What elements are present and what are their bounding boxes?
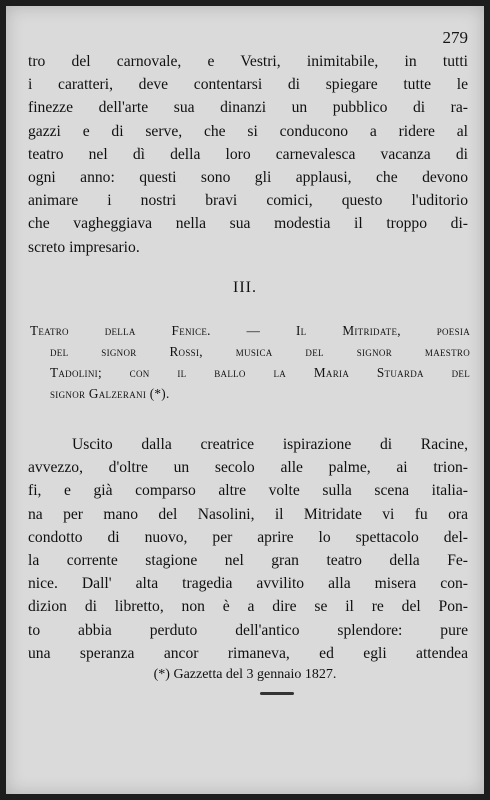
text-line: nice. Dall' alta tragedia avvilito alla misera con-: [28, 575, 468, 593]
text-line: dizion di libretto, non è a dire se il re del Pon-: [28, 598, 468, 616]
article-heading: [30, 320, 470, 404]
paragraph-1: [28, 50, 468, 259]
text-line: una speranza ancor rimaneva, ed egli attendea: [28, 644, 468, 662]
text-line: Uscito dalla creatrice ispirazione di Racine,: [72, 436, 468, 453]
text-line: condotto di nuovo, per aprire lo spettacolo del-: [28, 528, 468, 546]
heading-line: Tadolini; con il ballo la Maria Stuarda del: [50, 365, 470, 380]
text-line: na per mano del Nasolini, il Mitridate vi fu ora: [28, 505, 468, 523]
text-line: gazzi e di serve, che si conducono a ridere al: [28, 122, 468, 140]
text-line: fi, e già comparso altre volte sulla scena italia-: [28, 482, 468, 500]
paragraph-2: [28, 433, 468, 665]
text-line: che vagheggiava nella sua modestia il troppo di-: [28, 215, 468, 233]
ink-underline-mark: [260, 692, 294, 695]
book-page: [6, 6, 484, 794]
text-line: la corrente stagione nel gran teatro della Fe-: [28, 551, 468, 569]
text-line: animare i nostri bravi comici, questo l'uditorio: [28, 192, 468, 210]
text-line: avvezzo, d'oltre un secolo alle palme, ai trion-: [28, 459, 468, 477]
text-line: i caratteri, deve contentarsi di spiegare tutte le: [28, 76, 468, 94]
section-number: III.: [233, 279, 257, 296]
text-line: to abbia perduto dell'antico splendore: pure: [28, 621, 468, 639]
footnote: (*) Gazzetta del 3 gennaio 1827.: [153, 667, 337, 682]
text-line: tro del carnovale, e Vestri, inimitabile, in tutti: [28, 53, 468, 70]
text-line: finezze dell'arte sua dinanzi un pubblico di ra-: [28, 99, 468, 117]
text-line: screto impresario.: [28, 238, 140, 256]
heading-line: signor Galzerani (*).: [50, 386, 170, 401]
heading-line: Teatro della Fenice. — Il Mitridate, poesia: [30, 323, 470, 338]
text-line: teatro nel dì della loro carnevalesca vacanza di: [28, 145, 468, 163]
heading-line: del signor Rossi, musica del signor maestro: [50, 344, 470, 359]
text-line: ogni anno: questi sono gli applausi, che devono: [28, 168, 468, 186]
page-number: 279: [442, 28, 468, 47]
